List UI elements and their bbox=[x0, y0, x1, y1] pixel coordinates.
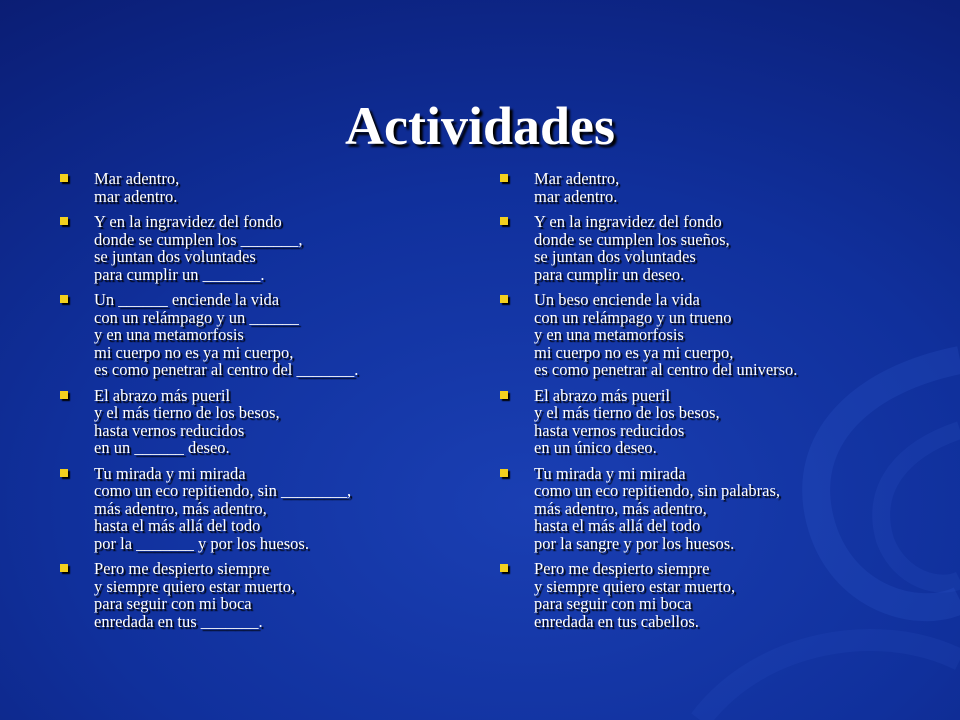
poem-line: es como penetrar al centro del _______. bbox=[94, 360, 359, 379]
poem-line: se juntan dos voluntades bbox=[534, 247, 696, 266]
poem-line: Pero me despierto siempre bbox=[534, 559, 710, 578]
poem-line: mar adentro. bbox=[534, 186, 618, 206]
stanza bbox=[60, 291, 460, 379]
stanza bbox=[500, 387, 900, 457]
square-bullet-icon bbox=[60, 174, 68, 182]
square-bullet-icon bbox=[500, 391, 508, 399]
stanza bbox=[500, 213, 900, 283]
square-bullet-icon bbox=[60, 217, 68, 225]
stanza bbox=[60, 387, 460, 457]
stanza bbox=[500, 170, 900, 205]
poem-line: y el más tierno de los besos, bbox=[94, 403, 280, 422]
poem-line: enredada en tus cabellos. bbox=[534, 611, 699, 631]
poem-line: y siempre quiero estar muerto, bbox=[94, 576, 296, 596]
poem-line: mar adentro. bbox=[94, 186, 178, 206]
stanza bbox=[60, 213, 460, 283]
poem-line: enredada en tus _______. bbox=[94, 611, 263, 631]
poem-line: con un relámpago y un ______ bbox=[94, 307, 299, 327]
square-bullet-icon bbox=[500, 174, 508, 182]
square-bullet-icon bbox=[60, 391, 68, 399]
poem-line: mi cuerpo no es ya mi cuerpo, bbox=[534, 342, 734, 362]
poem-line: Tu mirada y mi mirada bbox=[534, 463, 686, 483]
poem-line: Y en la ingravidez del fondo bbox=[94, 212, 282, 231]
poem-line: en un único deseo. bbox=[534, 438, 657, 457]
poem-line: es como penetrar al centro del universo. bbox=[534, 360, 798, 379]
stanza bbox=[500, 291, 900, 379]
poem-line: por la _______ y por los huesos. bbox=[94, 533, 309, 553]
poem-line: Mar adentro, bbox=[94, 169, 180, 188]
poem-line: se juntan dos voluntades bbox=[94, 247, 256, 266]
poem-line: hasta vernos reducidos bbox=[534, 420, 685, 440]
poem-line: hasta el más allá del todo bbox=[94, 516, 261, 535]
poem-line: Pero me despierto siempre bbox=[94, 559, 270, 578]
poem-with-blanks bbox=[60, 170, 460, 638]
poem-line: y en una metamorfosis bbox=[534, 325, 684, 344]
poem-line: Mar adentro, bbox=[534, 169, 620, 188]
poem-completed bbox=[500, 170, 900, 638]
poem-line: Y en la ingravidez del fondo bbox=[534, 212, 722, 231]
poem-line: El abrazo más pueril bbox=[94, 385, 231, 405]
poem-line: hasta vernos reducidos bbox=[94, 420, 245, 440]
poem-line: para seguir con mi boca bbox=[534, 594, 692, 613]
poem-line: mi cuerpo no es ya mi cuerpo, bbox=[94, 342, 294, 362]
poem-line: y siempre quiero estar muerto, bbox=[534, 576, 736, 596]
poem-line: donde se cumplen los sueños, bbox=[534, 229, 730, 249]
stanza bbox=[500, 465, 900, 553]
square-bullet-icon bbox=[60, 469, 68, 477]
poem-line: El abrazo más pueril bbox=[534, 385, 671, 405]
stanza bbox=[60, 465, 460, 553]
stanza bbox=[60, 560, 460, 630]
poem-line: Un beso enciende la vida bbox=[534, 290, 700, 309]
square-bullet-icon bbox=[500, 217, 508, 225]
poem-line: Un ______ enciende la vida bbox=[94, 290, 280, 309]
poem-line: para cumplir un deseo. bbox=[534, 264, 685, 284]
poem-line: para seguir con mi boca bbox=[94, 594, 252, 613]
poem-line: y en una metamorfosis bbox=[94, 325, 244, 344]
poem-line: hasta el más allá del todo bbox=[534, 516, 701, 535]
poem-line: más adentro, más adentro, bbox=[534, 498, 707, 518]
poem-line: y el más tierno de los besos, bbox=[534, 403, 720, 422]
poem-line: como un eco repitiendo, sin palabras, bbox=[534, 481, 781, 500]
poem-line: donde se cumplen los _______, bbox=[94, 229, 303, 249]
square-bullet-icon bbox=[500, 564, 508, 572]
slide-title: Actividades bbox=[345, 96, 615, 157]
poem-line: Tu mirada y mi mirada bbox=[94, 463, 246, 483]
poem-line: más adentro, más adentro, bbox=[94, 498, 267, 518]
poem-line: por la sangre y por los huesos. bbox=[534, 533, 735, 553]
square-bullet-icon bbox=[60, 564, 68, 572]
poem-line: en un ______ deseo. bbox=[94, 438, 230, 457]
poem-line: con un relámpago y un trueno bbox=[534, 307, 732, 327]
square-bullet-icon bbox=[500, 469, 508, 477]
stanza bbox=[60, 170, 460, 205]
stanza bbox=[500, 560, 900, 630]
poem-line: para cumplir un _______. bbox=[94, 264, 265, 284]
square-bullet-icon bbox=[500, 295, 508, 303]
poem-line: como un eco repitiendo, sin ________, bbox=[94, 481, 352, 500]
square-bullet-icon bbox=[60, 295, 68, 303]
